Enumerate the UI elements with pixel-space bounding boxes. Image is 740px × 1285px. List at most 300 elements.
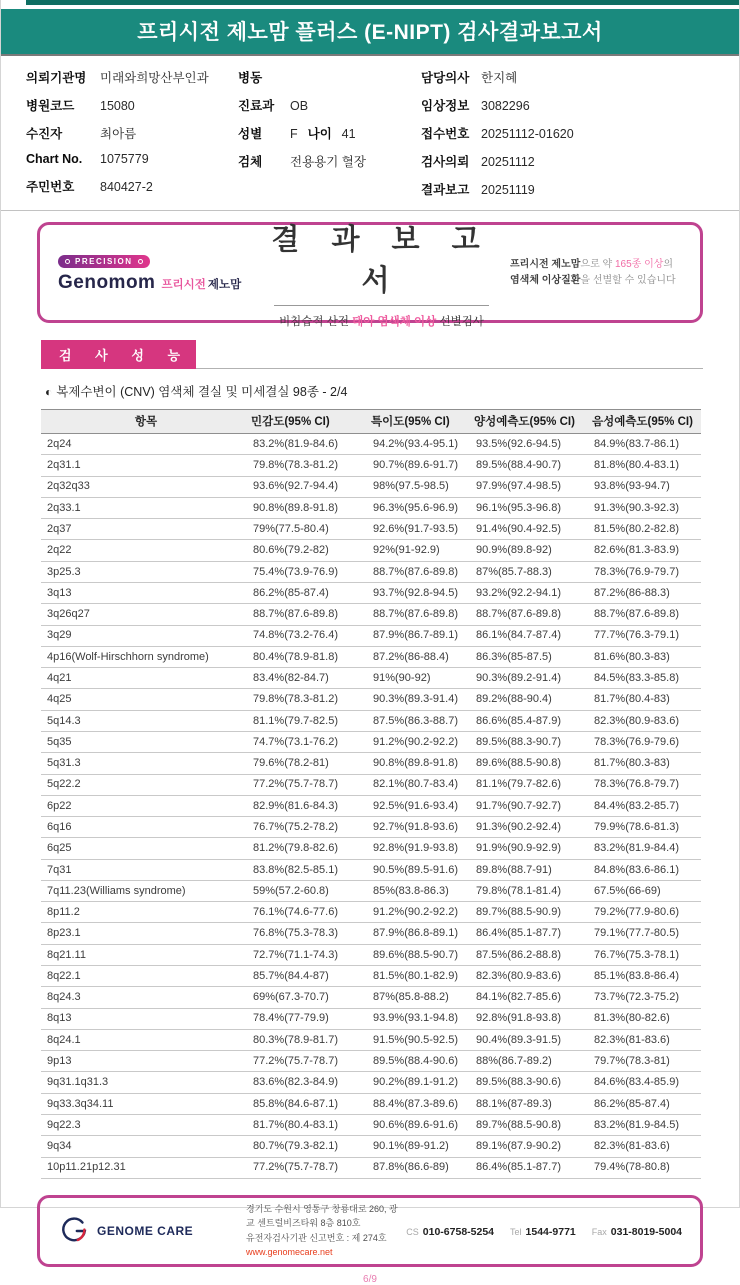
field-value: 미래와희망산부인과 [100, 71, 209, 85]
table-header-row [41, 410, 701, 434]
brand-kr-dark: 제노맘 [207, 279, 242, 291]
value-cell: 89.7%(88.5-90.8) [474, 1115, 592, 1136]
value-cell: 93.6%(92.7-94.4) [251, 476, 371, 497]
result-report-banner [37, 222, 703, 328]
value-cell: 87.2%(86-88.4) [371, 646, 474, 667]
item-cell: 4q25 [41, 689, 251, 710]
value-cell: 82.3%(81-83.6) [592, 1029, 701, 1050]
section-header [41, 340, 703, 369]
value-cell: 96.3%(95.6-96.9) [371, 497, 474, 518]
table-row [41, 795, 701, 816]
value-cell: 80.3%(78.9-81.7) [251, 1029, 371, 1050]
precision-badge [58, 255, 150, 268]
field-value: 3082296 [481, 99, 530, 113]
value-cell: 83.6%(82.3-84.9) [251, 1072, 371, 1093]
value-cell: 90.9%(89.8-92) [474, 540, 592, 561]
value-cell: 89.5%(88.4-90.7) [474, 455, 592, 476]
brand-kr-pink: 프리시전 [161, 279, 206, 291]
footer-contacts [406, 1222, 682, 1240]
value-cell: 90.3%(89.2-91.4) [474, 668, 592, 689]
value-cell: 98%(97.5-98.5) [371, 476, 474, 497]
column-header: 특이도(95% CI) [371, 410, 474, 434]
patient-info-col3 [421, 68, 714, 208]
item-cell: 2q31.1 [41, 455, 251, 476]
table-row [41, 519, 701, 540]
value-cell: 89.1%(87.9-90.2) [474, 1136, 592, 1157]
table-row [41, 859, 701, 880]
value-cell: 86.6%(85.4-87.9) [474, 710, 592, 731]
table-row [41, 817, 701, 838]
patient-info-col1 [26, 68, 238, 208]
value-cell: 77.7%(76.3-79.1) [592, 625, 701, 646]
patient-info-col2 [238, 68, 421, 208]
value-cell: 79.6%(78.2-81) [251, 753, 371, 774]
value-cell: 93.9%(93.1-94.8) [371, 1008, 474, 1029]
table-row [41, 966, 701, 987]
item-cell: 9q31.1q31.3 [41, 1072, 251, 1093]
table-row [41, 1115, 701, 1136]
value-cell: 76.1%(74.6-77.6) [251, 902, 371, 923]
info-row [26, 96, 238, 114]
genomecare-mark-icon [58, 1216, 90, 1246]
footer-address: 경기도 수원시 영통구 창룡대로 260, 광교 센트럴비즈타워 8층 810호 유전자검사기관 신고번호 : 제 274호 www.genomecare.net [246, 1204, 398, 1258]
field-label: 진료과 [238, 99, 275, 113]
value-cell: 90.8%(89.8-91.8) [251, 497, 371, 518]
value-cell: 76.7%(75.2-78.2) [251, 817, 371, 838]
value-cell: 82.6%(81.3-83.9) [592, 540, 701, 561]
contact-value: 010-6758-5254 [422, 1225, 495, 1238]
field-value: 최아름 [100, 127, 137, 141]
item-cell: 8p11.2 [41, 902, 251, 923]
value-cell: 90.6%(89.6-91.6) [371, 1115, 474, 1136]
value-cell: 89.5%(88.4-90.6) [371, 1051, 474, 1072]
value-cell: 87%(85.7-88.3) [474, 561, 592, 582]
info-row [238, 152, 421, 170]
field-label: 주민번호 [26, 180, 75, 194]
value-cell: 86.2%(85-87.4) [592, 1093, 701, 1114]
value-cell: 84.4%(83.2-85.7) [592, 795, 701, 816]
field-value: 840427-2 [100, 180, 153, 194]
value-cell: 79.7%(78.3-81) [592, 1051, 701, 1072]
value-cell: 86.4%(85.1-87.7) [474, 923, 592, 944]
value-cell: 87.5%(86.2-88.8) [474, 944, 592, 965]
top-accent-strip [26, 0, 739, 5]
info-row [26, 124, 238, 142]
value-cell: 76.8%(75.3-78.3) [251, 923, 371, 944]
field-value: 15080 [100, 99, 135, 113]
value-cell: 89.6%(88.5-90.8) [474, 753, 592, 774]
item-cell: 2q32q33 [41, 476, 251, 497]
value-cell: 92.7%(91.8-93.6) [371, 817, 474, 838]
value-cell: 85.1%(83.8-86.4) [592, 966, 701, 987]
value-cell: 91.3%(90.3-92.3) [592, 497, 701, 518]
item-cell: 10p11.21p12.31 [41, 1157, 251, 1178]
contact-label: Tel [510, 1226, 522, 1237]
value-cell: 88.7%(87.6-89.8) [371, 561, 474, 582]
item-cell: 8q24.3 [41, 987, 251, 1008]
contact-value: 031-8019-5004 [610, 1225, 682, 1238]
item-cell: 6p22 [41, 795, 251, 816]
field-label: 접수번호 [421, 127, 470, 141]
field-label: 담당의사 [421, 71, 470, 85]
value-cell: 85.7%(84.4-87) [251, 966, 371, 987]
value-cell: 83.2%(81.9-84.4) [592, 838, 701, 859]
item-cell: 6q16 [41, 817, 251, 838]
value-cell: 88.7%(87.6-89.8) [592, 604, 701, 625]
item-cell: 6q25 [41, 838, 251, 859]
info-row [26, 68, 238, 86]
value-cell: 94.2%(93.4-95.1) [371, 434, 474, 455]
subtitle-highlight: 태아 염색체 이상 [352, 315, 437, 328]
value-cell: 80.6%(79.2-82) [251, 540, 371, 561]
value-cell: 91.9%(90.9-92.9) [474, 838, 592, 859]
value-cell: 81.5%(80.1-82.9) [371, 966, 474, 987]
contact-value: 1544-9771 [525, 1225, 576, 1238]
item-cell: 9q33.3q34.11 [41, 1093, 251, 1114]
item-cell: 3q26q27 [41, 604, 251, 625]
value-cell: 81.3%(80-82.6) [592, 1008, 701, 1029]
value-cell: 92%(91-92.9) [371, 540, 474, 561]
field-label: 성별 [238, 127, 263, 141]
value-cell: 92.5%(91.6-93.4) [371, 795, 474, 816]
value-cell: 91.2%(90.2-92.2) [371, 731, 474, 752]
item-cell: 8p23.1 [41, 923, 251, 944]
value-cell: 80.7%(79.3-82.1) [251, 1136, 371, 1157]
value-cell: 90.4%(89.3-91.5) [474, 1029, 592, 1050]
info-row [26, 177, 238, 195]
item-cell: 5q31.3 [41, 753, 251, 774]
field-label: 수진자 [26, 127, 63, 141]
column-header: 양성예측도(95% CI) [474, 410, 592, 434]
table-row [41, 1157, 701, 1178]
table-row [41, 753, 701, 774]
field-label: Chart No. [26, 152, 83, 166]
value-cell: 86.4%(85.1-87.7) [474, 1157, 592, 1178]
value-cell: 82.3%(80.9-83.6) [474, 966, 592, 987]
table-row [41, 1093, 701, 1114]
column-header: 민감도(95% CI) [251, 410, 371, 434]
contact-item [510, 1222, 576, 1240]
table-row [41, 923, 701, 944]
item-cell: 3p25.3 [41, 561, 251, 582]
value-cell: 69%(67.3-70.7) [251, 987, 371, 1008]
table-row [41, 710, 701, 731]
field-label: 임상정보 [421, 99, 470, 113]
table-row [41, 1008, 701, 1029]
value-cell: 89.6%(88.5-90.7) [371, 944, 474, 965]
value-cell: 79.8%(78.3-81.2) [251, 455, 371, 476]
value-cell: 78.3%(76.9-79.6) [592, 731, 701, 752]
section-rule [196, 368, 703, 369]
table-row [41, 455, 701, 476]
value-cell: 84.1%(82.7-85.6) [474, 987, 592, 1008]
table-caption: ◐ 복제수변이 (CNV) 염색체 결실 및 미세결실 98종 - 2/4 [45, 385, 348, 399]
value-cell: 73.7%(72.3-75.2) [592, 987, 701, 1008]
value-cell: 67.5%(66-69) [592, 880, 701, 901]
table-row [41, 731, 701, 752]
value-cell: 86.3%(85-87.5) [474, 646, 592, 667]
table-row [41, 646, 701, 667]
value-cell: 87%(85.8-88.2) [371, 987, 474, 1008]
value-cell: 82.3%(81-83.6) [592, 1136, 701, 1157]
value-cell: 89.5%(88.3-90.7) [474, 731, 592, 752]
value-cell: 86.2%(85-87.4) [251, 582, 371, 603]
table-row [41, 540, 701, 561]
genomecare-logo [58, 1216, 246, 1246]
value-cell: 82.1%(80.7-83.4) [371, 774, 474, 795]
value-cell: 88.7%(87.6-89.8) [251, 604, 371, 625]
value-cell: 93.2%(92.2-94.1) [474, 582, 592, 603]
value-cell: 74.7%(73.1-76.2) [251, 731, 371, 752]
item-cell: 8q21.11 [41, 944, 251, 965]
value-cell: 83.8%(82.5-85.1) [251, 859, 371, 880]
value-cell: 85%(83.8-86.3) [371, 880, 474, 901]
value-cell: 92.8%(91.8-93.8) [474, 1008, 592, 1029]
value-cell: 75.4%(73.9-76.9) [251, 561, 371, 582]
value-cell: 79.1%(77.7-80.5) [592, 923, 701, 944]
value-cell: 97.9%(97.4-98.5) [474, 476, 592, 497]
value-cell: 87.9%(86.8-89.1) [371, 923, 474, 944]
patient-info-section [1, 56, 739, 211]
value-cell: 90.1%(89-91.2) [371, 1136, 474, 1157]
brand-name: Genomom [58, 272, 156, 293]
item-cell: 2q24 [41, 434, 251, 455]
item-cell: 9q34 [41, 1136, 251, 1157]
value-cell: 92.6%(91.7-93.5) [371, 519, 474, 540]
banner-rule [274, 305, 489, 306]
value-cell: 81.8%(80.4-83.1) [592, 455, 701, 476]
value-cell: 89.8%(88.7-91) [474, 859, 592, 880]
info-row [421, 180, 714, 198]
column-header: 음성예측도(95% CI) [592, 410, 701, 434]
field-value: 20251119 [481, 183, 535, 197]
value-cell: 91.4%(90.4-92.5) [474, 519, 592, 540]
value-cell: 90.2%(89.1-91.2) [371, 1072, 474, 1093]
field-value: OB [290, 99, 309, 113]
table-row [41, 774, 701, 795]
value-cell: 82.9%(81.6-84.3) [251, 795, 371, 816]
banner-note: 프리시전 제노맘으로 약 165종 이상의 염색체 이상질환을 선별할 수 있습니다 [510, 259, 676, 286]
table-row [41, 625, 701, 646]
badge-dot-icon [138, 259, 143, 264]
item-cell: 2q37 [41, 519, 251, 540]
field-label: 나이 [307, 127, 332, 141]
value-cell: 89.7%(88.5-90.9) [474, 902, 592, 923]
info-row [421, 124, 714, 142]
genomom-logo [58, 251, 253, 294]
value-cell: 91.2%(90.2-92.2) [371, 902, 474, 923]
contact-item [406, 1222, 494, 1240]
value-cell: 90.5%(89.5-91.6) [371, 859, 474, 880]
field-label: 병원코드 [26, 99, 75, 113]
value-cell: 83.2%(81.9-84.6) [251, 434, 371, 455]
item-cell: 9p13 [41, 1051, 251, 1072]
value-cell: 96.1%(95.3-96.8) [474, 497, 592, 518]
genomecare-logo-text: GENOME CARE [97, 1223, 194, 1238]
table-row [41, 880, 701, 901]
badge-dot-icon [65, 259, 70, 264]
item-cell: 8q22.1 [41, 966, 251, 987]
value-cell: 92.8%(91.9-93.8) [371, 838, 474, 859]
contact-label: Fax [591, 1226, 607, 1237]
page-number: 6/9 [363, 1273, 377, 1285]
banner-title: 결 과 보 고 서 [271, 223, 492, 297]
contact-item [592, 1222, 682, 1240]
table-row [41, 604, 701, 625]
value-cell: 79.8%(78.1-81.4) [474, 880, 592, 901]
value-cell: 81.1%(79.7-82.5) [251, 710, 371, 731]
item-cell: 8q24.1 [41, 1029, 251, 1050]
banner-center [253, 217, 510, 329]
value-cell: 84.6%(83.4-85.9) [592, 1072, 701, 1093]
table-row [41, 1136, 701, 1157]
contact-label: CS [406, 1226, 419, 1237]
item-cell: 7q11.23(Williams syndrome) [41, 880, 251, 901]
table-row [41, 689, 701, 710]
info-row [238, 96, 421, 114]
item-cell: 7q31 [41, 859, 251, 880]
info-row [26, 152, 238, 167]
column-header: 항목 [41, 410, 251, 434]
item-cell: 3q13 [41, 582, 251, 603]
value-cell: 88.1%(87-89.3) [474, 1093, 592, 1114]
website-link[interactable]: www.genomecare.net [246, 1247, 333, 1258]
info-row [238, 68, 421, 86]
item-cell: 2q22 [41, 540, 251, 561]
value-cell: 81.7%(80.4-83) [592, 689, 701, 710]
value-cell: 91.7%(90.7-92.7) [474, 795, 592, 816]
value-cell: 88.7%(87.6-89.8) [371, 604, 474, 625]
item-cell: 9q22.3 [41, 1115, 251, 1136]
item-cell: 4p16(Wolf-Hirschhorn syndrome) [41, 646, 251, 667]
value-cell: 84.5%(83.3-85.8) [592, 668, 701, 689]
value-cell: 93.8%(93-94.7) [592, 476, 701, 497]
table-row [41, 1051, 701, 1072]
field-value: 20251112-01620 [481, 127, 574, 141]
value-cell: 81.7%(80.3-83) [592, 753, 701, 774]
table-row [41, 561, 701, 582]
value-cell: 79.8%(78.3-81.2) [251, 689, 371, 710]
field-value: 1075779 [100, 152, 149, 166]
field-label: 결과보고 [421, 183, 470, 197]
value-cell: 91.3%(90.2-92.4) [474, 817, 592, 838]
table-row [41, 838, 701, 859]
value-cell: 89.2%(88-90.4) [474, 689, 592, 710]
table-row [41, 434, 701, 455]
half-circle-icon: ◐ [45, 385, 53, 399]
value-cell: 93.5%(92.6-94.5) [474, 434, 592, 455]
field-label: 검사의뢰 [421, 155, 470, 169]
value-cell: 88.7%(87.6-89.8) [474, 604, 592, 625]
value-cell: 93.7%(92.8-94.5) [371, 582, 474, 603]
report-title-band: 프리시전 제노맘 플러스 (E-NIPT) 검사결과보고서 [1, 9, 739, 56]
field-value: F [290, 127, 298, 141]
value-cell: 83.2%(81.9-84.5) [592, 1115, 701, 1136]
value-cell: 91.5%(90.5-92.5) [371, 1029, 474, 1050]
value-cell: 91%(90-92) [371, 668, 474, 689]
item-cell: 5q14.3 [41, 710, 251, 731]
field-label: 검체 [238, 155, 263, 169]
value-cell: 84.8%(83.6-86.1) [592, 859, 701, 880]
table-row [41, 944, 701, 965]
item-cell: 3q29 [41, 625, 251, 646]
table-row [41, 497, 701, 518]
item-cell: 8q13 [41, 1008, 251, 1029]
info-row [421, 96, 714, 114]
field-value: 41 [341, 127, 356, 141]
value-cell: 79%(77.5-80.4) [251, 519, 371, 540]
item-cell: 2q33.1 [41, 497, 251, 518]
performance-table-body [41, 434, 701, 1179]
value-cell: 77.2%(75.7-78.7) [251, 1051, 371, 1072]
table-row [41, 1072, 701, 1093]
table-row [41, 987, 701, 1008]
footer [37, 1195, 703, 1267]
value-cell: 81.5%(80.2-82.8) [592, 519, 701, 540]
info-row [238, 124, 421, 142]
value-cell: 78.3%(76.9-79.7) [592, 561, 701, 582]
item-cell: 5q22.2 [41, 774, 251, 795]
value-cell: 86.1%(84.7-87.4) [474, 625, 592, 646]
value-cell: 78.3%(76.8-79.7) [592, 774, 701, 795]
value-cell: 90.7%(89.6-91.7) [371, 455, 474, 476]
field-value: 20251112 [481, 155, 535, 169]
value-cell: 81.7%(80.4-83.1) [251, 1115, 371, 1136]
value-cell: 79.2%(77.9-80.6) [592, 902, 701, 923]
field-value: 한지혜 [481, 71, 518, 85]
value-cell: 72.7%(71.1-74.3) [251, 944, 371, 965]
value-cell: 88.4%(87.3-89.6) [371, 1093, 474, 1114]
info-row [421, 152, 714, 170]
banner-subtitle: 비침습적 산전 태아 염색체 이상 선별검사 [279, 315, 484, 328]
value-cell: 90.3%(89.3-91.4) [371, 689, 474, 710]
field-label: 의뢰기관명 [26, 71, 87, 85]
value-cell: 87.8%(86.6-89) [371, 1157, 474, 1178]
value-cell: 84.9%(83.7-86.1) [592, 434, 701, 455]
table-row [41, 668, 701, 689]
value-cell: 90.8%(89.8-91.8) [371, 753, 474, 774]
value-cell: 89.5%(88.3-90.6) [474, 1072, 592, 1093]
value-cell: 83.4%(82-84.7) [251, 668, 371, 689]
value-cell: 81.1%(79.7-82.6) [474, 774, 592, 795]
value-cell: 81.2%(79.8-82.6) [251, 838, 371, 859]
value-cell: 88%(86.7-89.2) [474, 1051, 592, 1072]
field-value: 전용용기 혈장 [290, 155, 366, 169]
info-row [421, 68, 714, 86]
precision-badge-label: PRECISION [75, 257, 133, 266]
table-row [41, 902, 701, 923]
value-cell: 59%(57.2-60.8) [251, 880, 371, 901]
value-cell: 79.9%(78.6-81.3) [592, 817, 701, 838]
value-cell: 76.7%(75.3-78.1) [592, 944, 701, 965]
value-cell: 87.5%(86.3-88.7) [371, 710, 474, 731]
value-cell: 77.2%(75.7-78.7) [251, 774, 371, 795]
table-row [41, 476, 701, 497]
item-cell: 5q35 [41, 731, 251, 752]
performance-table [41, 409, 701, 1179]
value-cell: 80.4%(78.9-81.8) [251, 646, 371, 667]
value-cell: 87.2%(86-88.3) [592, 582, 701, 603]
section-title: 검 사 성 능 [41, 340, 196, 369]
value-cell: 85.8%(84.6-87.1) [251, 1093, 371, 1114]
value-cell: 87.9%(86.7-89.1) [371, 625, 474, 646]
value-cell: 81.6%(80.3-83) [592, 646, 701, 667]
value-cell: 74.8%(73.2-76.4) [251, 625, 371, 646]
value-cell: 82.3%(80.9-83.6) [592, 710, 701, 731]
table-row [41, 1029, 701, 1050]
value-cell: 77.2%(75.7-78.7) [251, 1157, 371, 1178]
value-cell: 78.4%(77-79.9) [251, 1008, 371, 1029]
